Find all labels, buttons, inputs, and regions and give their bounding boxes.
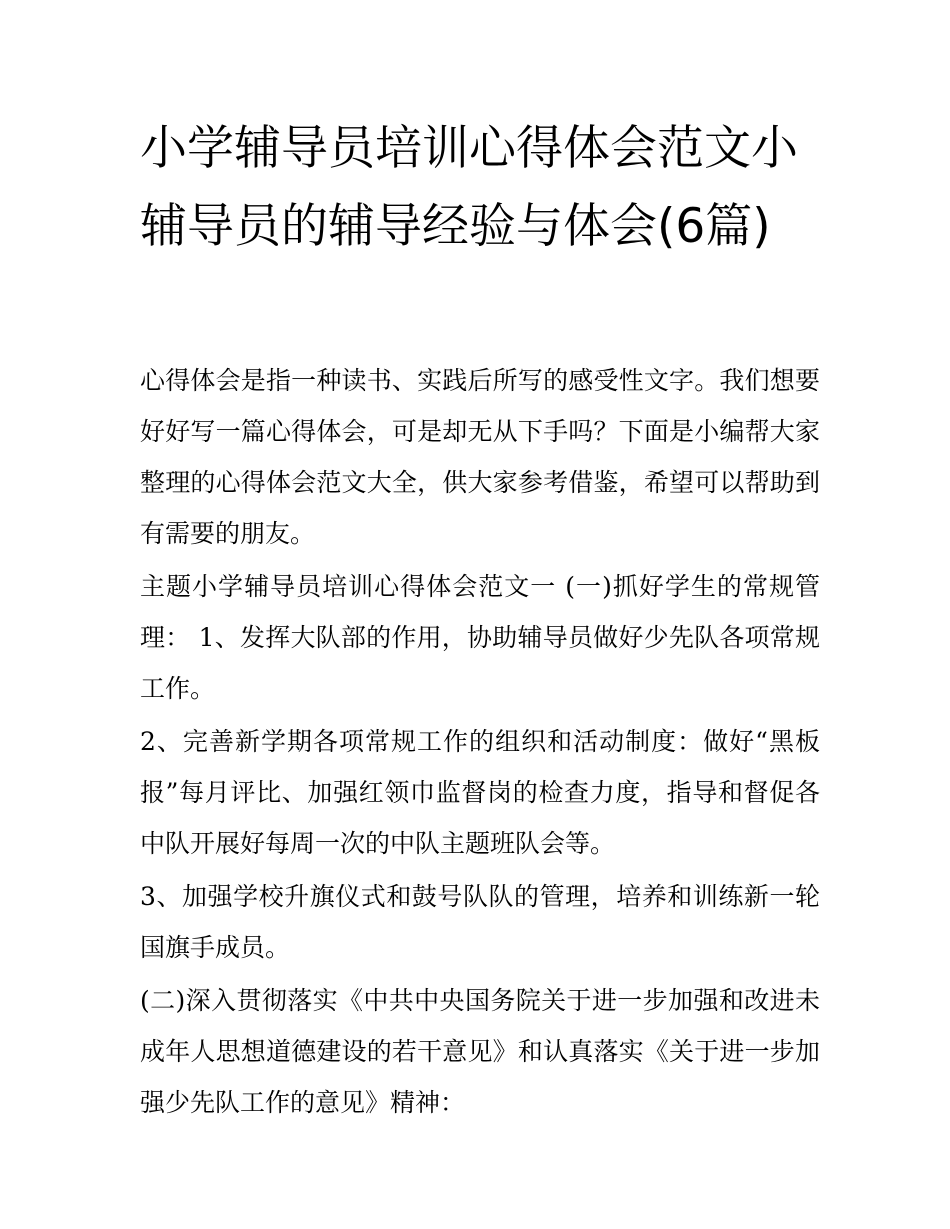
paragraph-section-two: (二)深入贯彻落实《中共中央国务院关于进一步加强和改进未成年人思想道德建设的若干意见》和认真落实《关于进一步加强少先队工作的意见》精神： bbox=[140, 986, 820, 1117]
paragraph-intro: 心得体会是指一种读书、实践后所写的感受性文字。我们想要好好写一篇心得体会，可是却无从下手吗？下面是小编帮大家整理的心得体会范文大全，供大家参考借鉴，希望可以帮助到有需要的朋友。 bbox=[140, 366, 820, 548]
paragraph-item-2: 2、完善新学期各项常规工作的组织和活动制度：做好“黑板报”每月评比、加强红领巾监督岗的检查力度，指导和督促各中队开展好每周一次的中队主题班队会等。 bbox=[140, 727, 820, 858]
paragraph-item-3: 3、加强学校升旗仪式和鼓号队队的管理，培养和训练新一轮国旗手成员。 bbox=[140, 882, 820, 962]
paragraph-section-one: 主题小学辅导员培训心得体会范文一 (一)抓好学生的常规管理： 1、发挥大队部的作用，协助辅导员做好少先队各项常规工作。 bbox=[140, 572, 820, 703]
document-title: 小学辅导员培训心得体会范文小辅导员的辅导经验与体会(6篇) bbox=[140, 121, 798, 254]
document-body bbox=[140, 355, 820, 1130]
